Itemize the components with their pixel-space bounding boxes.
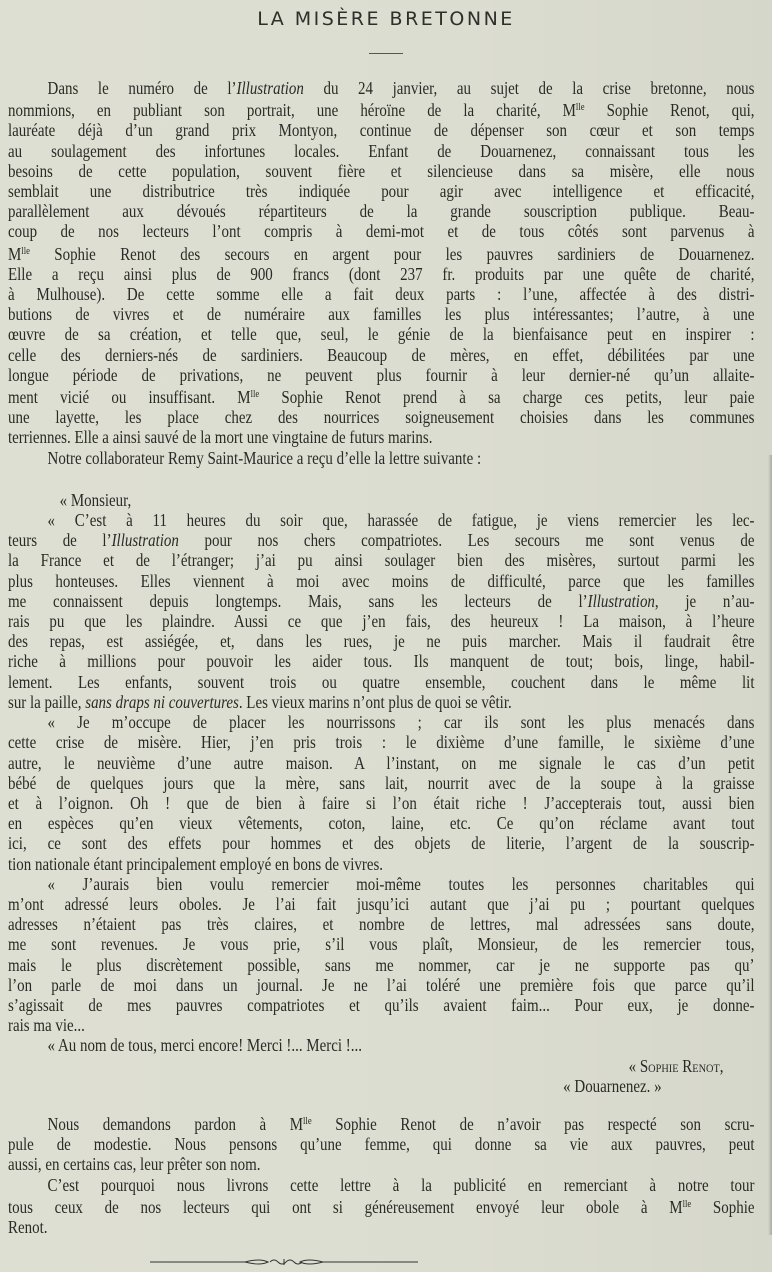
text-line: lement. Les enfants, souvent trois ou quatre ensemble, couchent dans le même lit <box>8 671 755 692</box>
text-line: « Je m’occupe de placer les nourrissons ; car ils sont les plus menacés dans <box>47 712 755 733</box>
signature-place <box>8 1076 662 1096</box>
signature-name-text: « Sophie Renot, <box>628 1055 724 1076</box>
text-line: « J’aurais bien voulu remercier moi-même toutes les personnes charitables qui <box>47 873 755 894</box>
text-line: s’agissait de mes pauvres compatriotes et qu’ils avaient faim... Pour eux, je donne- <box>8 994 755 1015</box>
spacer <box>8 468 662 490</box>
text-line: l’on parle de moi dans un journal. Je ne l’ai toléré une première fois que parce qu’il <box>8 974 755 995</box>
salutation-line: « Monsieur, <box>59 489 132 510</box>
superscript: lle <box>21 245 30 257</box>
text-line: pule de modestie. Nous pensons qu’une femme, qui donne sa vie aux pauvres, peut <box>8 1134 755 1155</box>
text-line: me sont revenues. Je vous prie, s’il vous plaît, Monsieur, de les remercier tous, <box>8 934 755 955</box>
text-line: la France et de l’étranger; j’ai pu ainsi soulager bien des misères, surtout parmi les <box>8 550 755 571</box>
paragraph <box>8 712 755 874</box>
closing-section <box>8 1112 755 1237</box>
superscript: lle <box>250 389 260 401</box>
text-line: une layette, les place chez des nourrices soigneusement choisies dans les communes <box>8 407 755 428</box>
text-line: Dans le numéro de l’Illustration du 24 janvier, au sujet de la crise bretonne, nous <box>47 78 755 98</box>
text-line: et à l’oignon. Oh ! que de bien à faire si l’on était riche ! J’accepterais tout, aussi bien <box>8 792 755 813</box>
page-fold-shadow <box>768 455 772 1235</box>
text-line: me connaissent depuis longtemps. Mais, sans les lecteurs de l’Illustration, je n’au- <box>8 590 755 611</box>
text-line: sur la paille, sans draps ni couvertures. Les vieux marins n’ont plus de quoi se vêtir. <box>8 691 512 712</box>
text-line: riche à millions pour pouvoir les aider tous. Ils manquent de tout; bois, linge, habil- <box>8 651 755 672</box>
text-line: C’est pourquoi nous livrons cette lettre à la publicité en remerciant à notre tour <box>47 1174 755 1195</box>
signature-name <box>8 1056 724 1076</box>
text-line: des repas, est assiégée, et, dans les rues, je ne puis marcher. Mais il faudrait être <box>8 631 755 652</box>
text-line: cette crise de misère. Hier, j’en pris trois : le dixième d’une famille, le sixième d’une <box>8 732 755 753</box>
article-body <box>8 78 755 1237</box>
italic-text: sans draps ni couvertures <box>85 691 239 712</box>
text-line: Notre collaborateur Remy Saint-Maurice a reçu d’elle la lettre suivante : <box>47 447 482 468</box>
text-line: autre, le neuvième d’une autre maison. A l’instant, on me signale le cas d’un petit <box>8 752 755 773</box>
text-line: coup de nos lecteurs l’ont compris à demi-mot et de tous côtés sont parvenus à <box>8 221 755 242</box>
text-line: teurs de l’Illustration pour nos chers compatriotes. Les secours me sont venus de <box>8 530 755 551</box>
text-line: butions de vivres et de numéraire aux familles les plus intéressantes; l’autre, à une <box>8 304 755 325</box>
text-line: Renot. <box>8 1216 48 1237</box>
paragraph <box>8 873 755 1036</box>
text-line: tion nationale étant principalement employé en bons de vivres. <box>8 853 384 874</box>
text-line: lauréate déjà d’un grand prix Montyon, continue de dépenser son cœur et son temps <box>8 120 755 141</box>
superscript: lle <box>303 1115 312 1127</box>
text-line: besoins de cette population, souvent fière et silencieuse dans sa misère, elle nous <box>8 160 755 181</box>
letter-body <box>8 510 755 1056</box>
article-title: LA MISÈRE BRETONNE <box>257 8 515 30</box>
text-line: semblait une distributrice très indiquée pour agir avec intelligence et efficacité, <box>8 181 755 202</box>
decorative-rule-ornament <box>150 1258 418 1266</box>
ornament-loop-right <box>300 1260 323 1264</box>
italic-text: Illustration <box>111 530 179 551</box>
paragraph <box>8 1174 755 1238</box>
text-line: nommions, en publiant son portrait, une héroïne de la charité, $M^{lle}$ Sophie Renot, qui, <box>8 100 755 121</box>
text-line: à Mulhouse). De cette somme elle a fait deux parts : l’une, affectée à des distri- <box>8 284 755 305</box>
ornament-loop-left <box>245 1260 268 1264</box>
paragraph <box>8 1035 662 1055</box>
text-line: adresses n’étaient pas très claires, et nombre de lettres, mal adressées sans doute, <box>8 914 755 935</box>
text-line: œuvre de sa création, et telle que, seul, le génie de la bienfaisance peut en inspirer : <box>8 324 755 345</box>
text-line: $M^{lle}$ Sophie Renot des secours en argent pour les pauvres sardiniers de Douarnenez. <box>8 243 755 264</box>
text-line: plus honteuses. Elles viennent à moi avec moins de difficulté, parce que les familles <box>8 570 755 591</box>
text-line: mais le plus discrètement possible, sans me nommer, car je ne supporte pas qu’ <box>8 954 755 975</box>
text-line: celle des derniers-nés de sardiniers. Beaucoup de mères, en effet, débilitées par une <box>8 344 755 365</box>
text-line: m’ont adressé leurs oboles. Je l’ai fait jusqu’ici autant que j’ai pu ; pourtant quelques <box>8 893 755 914</box>
italic-text: Illustration <box>587 590 655 611</box>
text-line: « C’est à 11 heures du soir que, harassée de fatigue, je viens remercier les lec- <box>47 510 755 531</box>
text-line: Elle a reçu ainsi plus de 900 francs (dont 237 fr. produits par une quête de charité, <box>8 263 755 284</box>
text-line: au soulagement des infortunes locales. Enfant de Douarnenez, connaissant tous les <box>8 140 755 161</box>
paragraph <box>8 448 662 468</box>
letter-salutation <box>8 490 662 510</box>
text-line: ment vicié ou insuffisant. $M^{lle}$ Sophie Renot prend à sa charge ces petits, leur paie <box>8 387 755 408</box>
superscript: lle <box>682 1198 692 1210</box>
text-line: rais pu que les plaindre. Aussi ce que j’en fais, des heureux ! La maison, à l’heure <box>8 611 755 632</box>
text-line: rais ma vie... <box>8 1015 85 1036</box>
text-line: en espèces qu’en vieux vêtements, coton, laine, etc. Ce qu’on réclame avant tout <box>8 813 755 834</box>
text-line: longue période de privations, ne peuvent plus fournir à leur dernier-né qu’un allaite- <box>8 364 755 385</box>
signature-place-text: « Douarnenez. » <box>563 1075 662 1096</box>
text-line: terriennes. Elle a ainsi sauvé de la mort une vingtaine de futurs marins. <box>8 427 433 448</box>
text-line: « Au nom de tous, merci encore! Merci !... Merci !... <box>47 1035 362 1056</box>
title-rule <box>369 53 403 54</box>
paragraph <box>8 1112 755 1175</box>
spacer <box>8 1096 662 1112</box>
italic-text: Illustration <box>236 78 304 98</box>
text-line: Nous demandons pardon à $M^{lle}$ Sophie Renot de n’avoir pas respecté son scru- <box>47 1113 755 1134</box>
text-line: bébé de quelques jours que la mère, sans lait, nourrit avec de la soupe à la graisse <box>8 772 755 793</box>
text-line: aussi, en certains cas, leur prêter son nom. <box>8 1154 261 1175</box>
text-line: ici, ce sont des effets pour hommes et des objets de literie, l’argent de la souscrip- <box>8 833 755 854</box>
superscript: lle <box>575 102 585 114</box>
intro-section <box>8 78 755 468</box>
text-line: tous ceux de nos lecteurs qui ont si généreusement envoyé leur obole à $M^{lle}$ Sophie <box>8 1196 755 1217</box>
paragraph <box>8 510 755 712</box>
text-line: parallèlement aux dévoués répartiteurs de la grande souscription publique. Beau- <box>8 201 755 222</box>
paragraph <box>8 78 755 448</box>
